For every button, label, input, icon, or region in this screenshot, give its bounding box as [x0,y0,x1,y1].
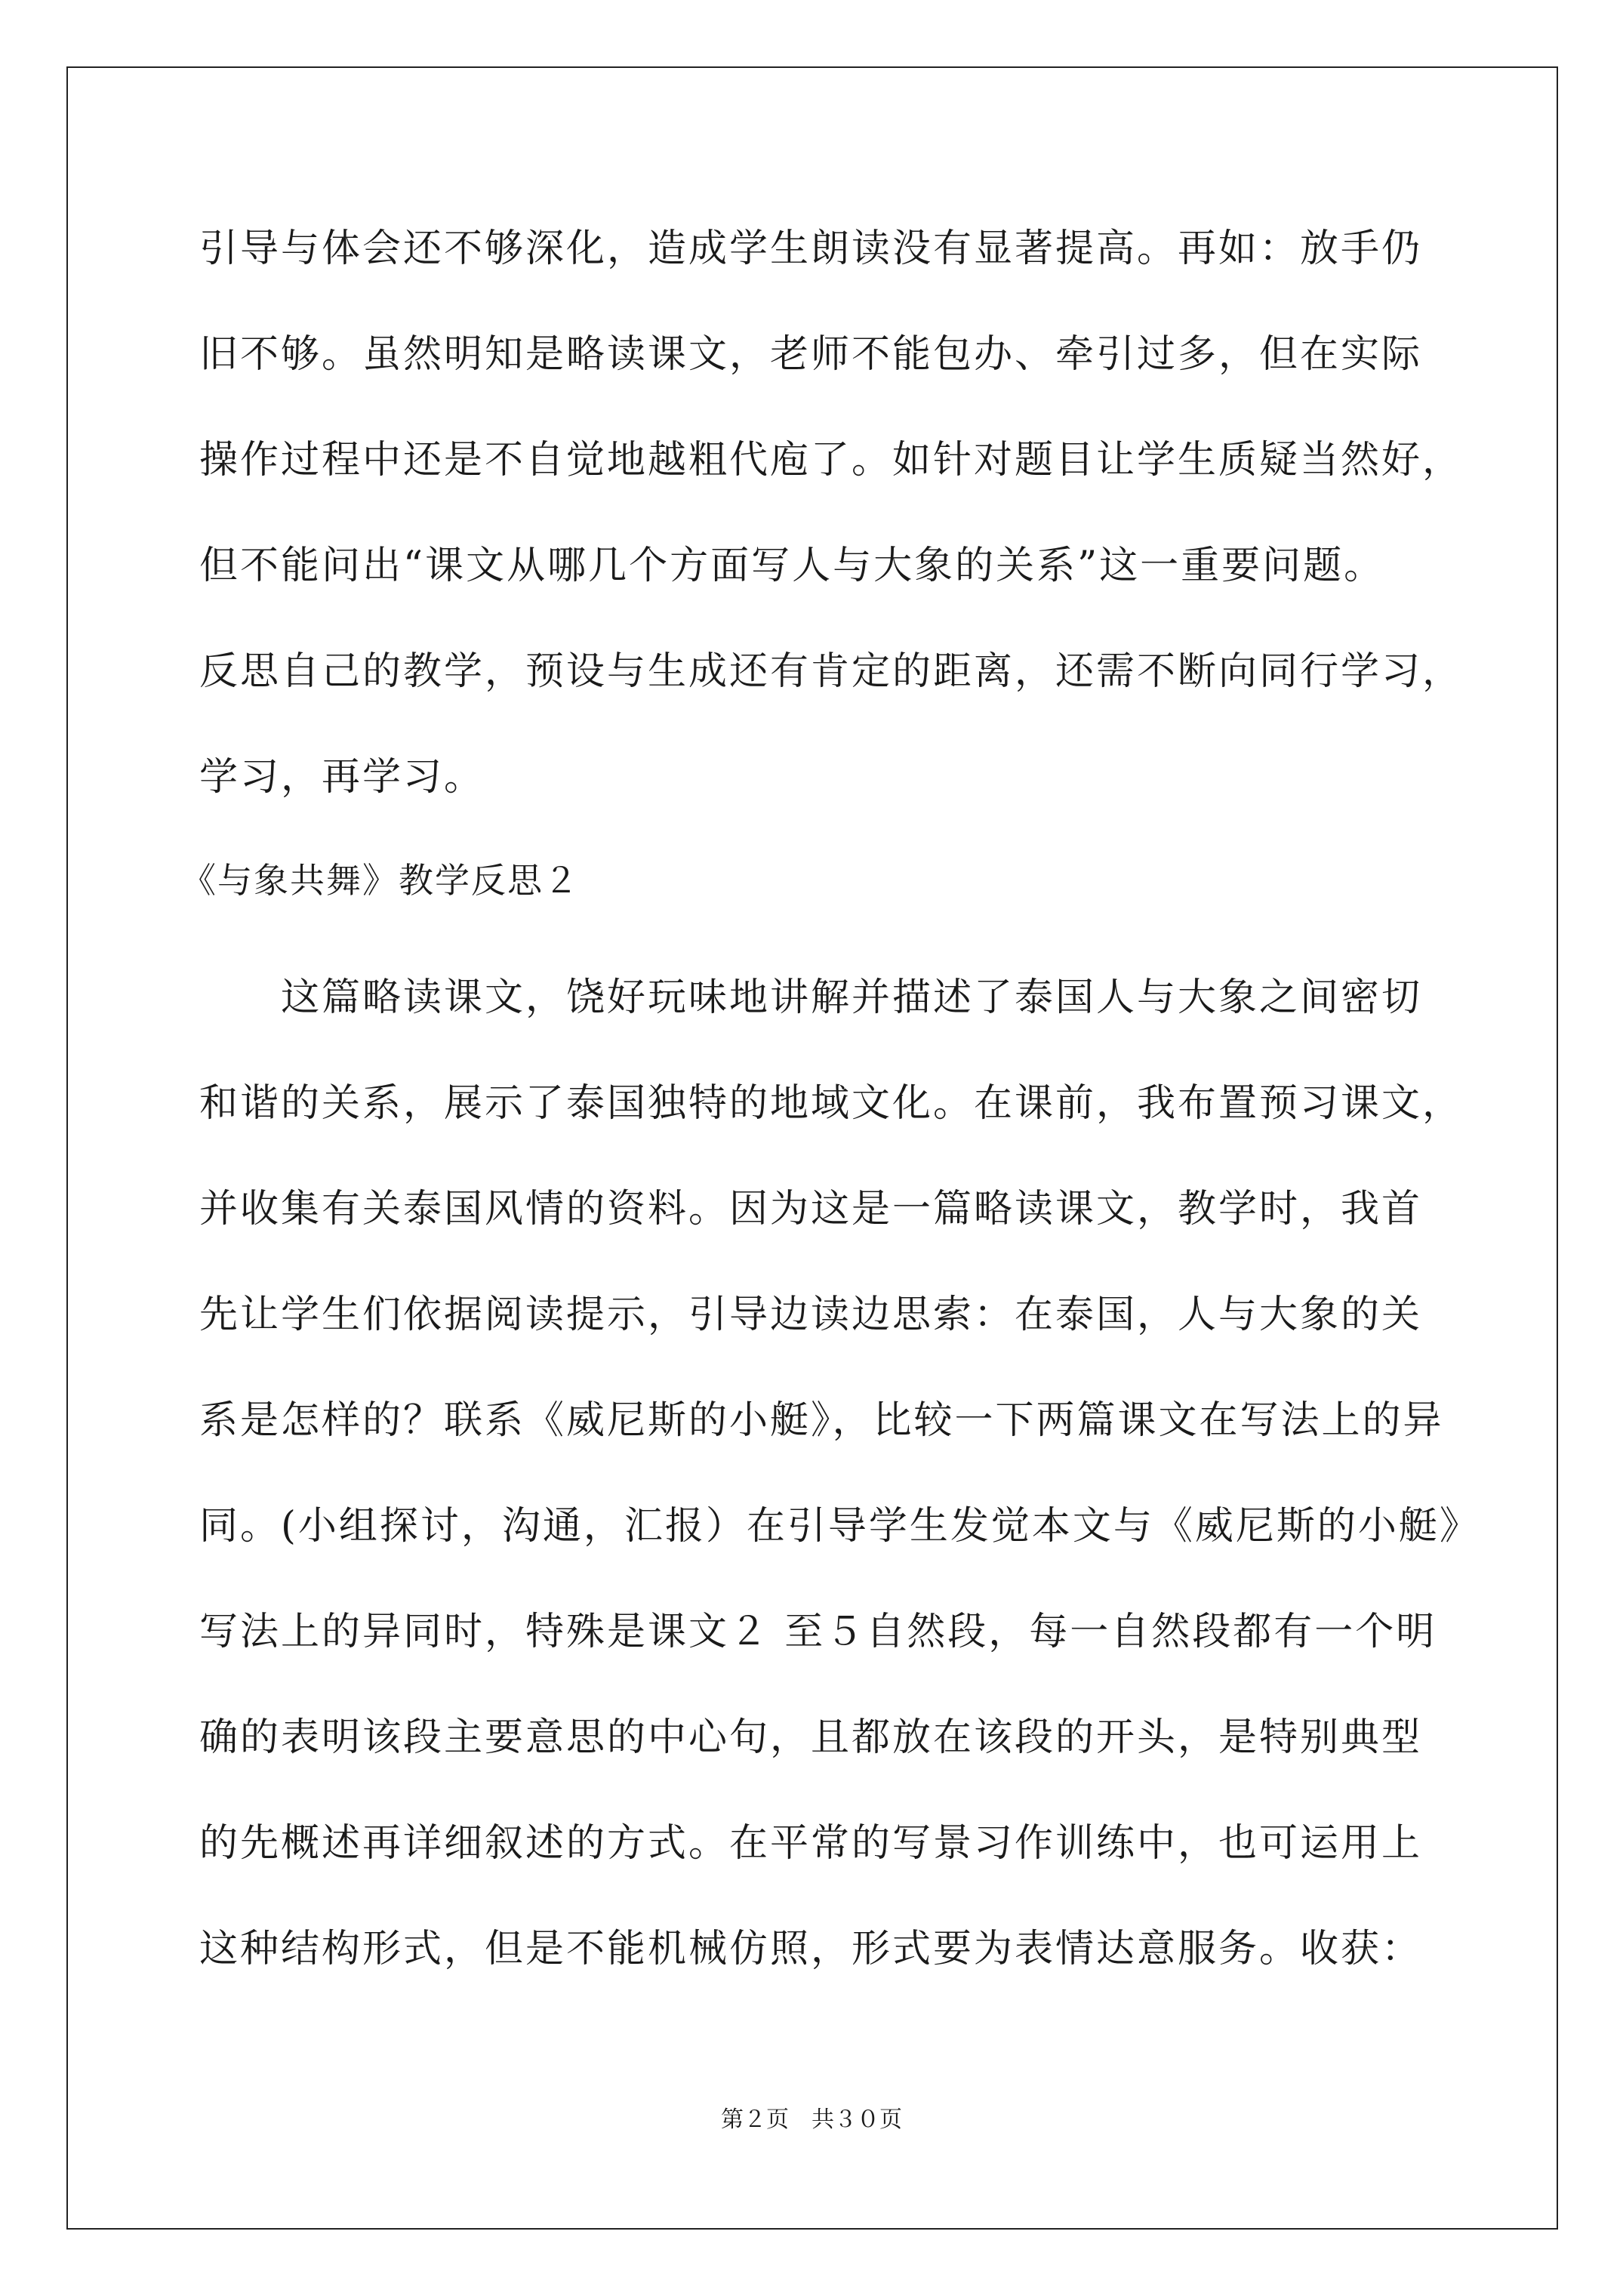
page-border [66,66,1558,2230]
text-line: 反思自己的教学，预设与生成还有肯定的距离，还需不断向同行学习， [199,649,1464,694]
text-line: 并收集有关泰国风情的资料。因为这是一篇略读课文，教学时，我首 [199,1187,1423,1231]
text-line: 系是怎样的？联系《威尼斯的小艇》，比较一下两篇课文在写法上的异 [199,1398,1444,1443]
text-line: 和谐的关系，展示了泰国独特的地域文化。在课前，我布置预习课文， [199,1081,1464,1126]
text-line: 先让学生们依据阅读提示，引导边读边思索：在泰国，人与大象的关 [199,1293,1423,1337]
text-line: 学习，再学习。 [199,755,485,800]
text-line: 引导与体会还不够深化，造成学生朗读没有显著提高。再如：放手仍 [199,227,1423,271]
page-footer: 第２页 共３０页 [721,2106,902,2133]
text-line: 确的表明该段主要意思的中心句，且都放在该段的开头，是特别典型 [199,1715,1423,1760]
text-line: 同。(小组探讨，沟通，汇报）在引导学生发觉本文与《威尼斯的小艇》 [199,1504,1480,1549]
text-line: 这种结构形式，但是不能机械仿照，形式要为表情达意服务。收获： [199,1927,1423,1971]
text-line: 写法上的异同时，特殊是课文２ 至５自然段，每一自然段都有一个明 [199,1610,1437,1654]
section-heading: 《与象共舞》教学反思２ [181,860,580,901]
text-line: 的先概述再详细叙述的方式。在平常的写景习作训练中，也可运用上 [199,1821,1423,1866]
text-line: 这篇略读课文，饶好玩味地讲解并描述了泰国人与大象之间密切 [199,975,1423,1020]
text-line: 操作过程中还是不自觉地越粗代庖了。如针对题目让学生质疑当然好， [199,438,1464,482]
text-line: 但不能问出“课文从哪几个方面写人与大象的关系”这一重要问题。 [199,544,1385,588]
text-line: 旧不够。虽然明知是略读课文，老师不能包办、牵引过多，但在实际 [199,332,1423,377]
